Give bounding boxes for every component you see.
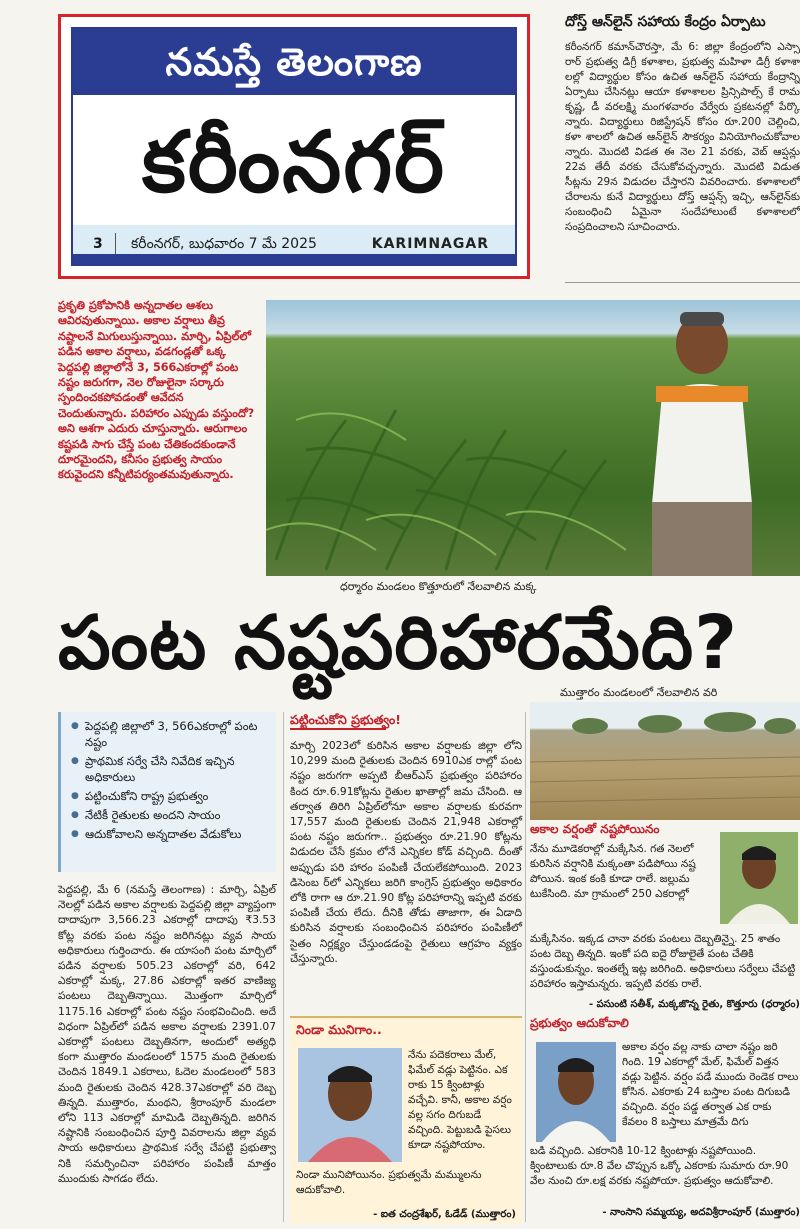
- city-name-english: KARIMNAGAR: [371, 236, 489, 252]
- key-point: ● నేటికీ రైతులకు అందని సాయం: [71, 807, 268, 823]
- paddy-field-photo: [530, 702, 800, 820]
- page-number: 3: [93, 236, 103, 252]
- photo-caption-paddy: ముత్తారం మండలంలో నేలవాలిన వరి: [560, 686, 718, 699]
- farmer-portrait: [298, 1048, 402, 1162]
- divider: [565, 282, 800, 283]
- quote-body: నేను పదెకరాలు మేల్, ఫిమేల్ వడ్లు పెట్టినం. ఎక రాకు 15 క్వింటాళ్లు వచ్చేవి. కానీ, అకాల వర్షం వల్ల సగం దిగుబడే వచ్చింది. పెట్టుబడి పైసలు కూడా నష్టపోయాం.: [408, 1049, 512, 1151]
- farmer-portrait: [720, 832, 798, 924]
- side-news-title: దోస్త్ ఆన్‌లైన్ సహాయ కేంద్రం ఏర్పాటు: [565, 14, 766, 30]
- photo-caption: ధర్మారం మండలం కొత్తూరులో నేలవాలిన మక్క: [340, 580, 537, 593]
- farmer-portrait: [536, 1042, 616, 1142]
- section-heading-text: పట్టించుకోని ప్రభుత్వం!: [290, 712, 401, 727]
- story-intro: ప్రకృతి ప్రకోపానికి అన్నదాతల ఆశలు ఆవిరవుతున్నాయి. అకాల వర్షాలు తీవ్ర నష్టాలనే మిగులుస్తున్నాయి. మార్చి, ఏప్రిల్‌లో పడిన అకాల వర్షాలు, వడగండ్లతో ఒక్క పెద్దపల్లి జిల్లాలోనే 3, 566ఎకరాల్లో పంట నష్టం జరుగగా, నెల రోజులైనా సర్కారు స్పందించకపోవడంతో ఆవేదన చెందుతున్నారు. పరిహారం ఎప్పుడు వస్తుందో? అని ఆశగా ఎదురు చూస్తున్నారు. ఆరుగాలం కష్టపడి సాగు చేస్తే పంట చేతికందకుండానే దూరమైందని, కనీసం ప్రభుత్వ సాయం కరువైందని కన్నీటిపర్యంతమవుతున్నారు.: [58, 299, 255, 482]
- column-divider: [525, 712, 526, 1222]
- heading-underline: [290, 728, 386, 730]
- quote-signature: - పసుంటి సతీశ్, మక్కజొన్న రైతు, కొత్తూరు (ధర్మారం): [589, 999, 800, 1010]
- edition-title: కరీంనగర్: [141, 113, 446, 211]
- newspaper-name-banner: నమస్తే తెలంగాణ: [73, 29, 515, 95]
- main-photo-maize-field: [266, 300, 800, 576]
- quote-body: నేను మూడెకరాల్లో మక్కేసిన. గత నెలలో కురిసిన వర్షానికి మక్కంతా పడిపోయి నష్ట పోయిన. ఇంక కంకి కూడా రాలే. జల్లుమ టుకేసింది. మా గ్రామంలో 250 ఎకరాల్లో: [530, 843, 696, 900]
- portrait-illustration: [536, 1042, 616, 1142]
- quote-body-continued: బడి వచ్చింది. ఎకరానికి 10-12 క్వింటాళ్లు నష్టపోయింది. క్వింటాలుకు రూ.8 వేల చొప్పున ఒక్కో ఎకరాకు సుమారు రూ.90 వేల నుంచి రూ.లక్ష వరకు నష్టపోయా. ప్రభుత్వం ఆదుకోవాలి.: [530, 1145, 789, 1187]
- quote-body-continued: నిండా మునిపోయినం. ప్రభుత్వమే మమ్ములను ఆదుకోవాలి.: [296, 1169, 482, 1196]
- key-point: ● పెద్దపల్లి జిల్లాలో 3, 566ఎకరాల్లో పంట నష్టం: [71, 718, 268, 750]
- portrait-illustration: [720, 832, 798, 924]
- portrait-illustration: [298, 1048, 402, 1162]
- quote-signature: - నాంసాని సమ్మయ్య, అదవిశ్రీరాంపూర్ (ముత్తారం): [602, 1207, 800, 1218]
- paddy-field-illustration: [530, 702, 800, 820]
- quote-heading: అకాల వర్షంతో నష్టపోయినం: [530, 822, 660, 836]
- masthead-bottom-band: [73, 254, 515, 264]
- farmer-quote-box: [530, 1016, 800, 1222]
- main-headline: పంట నష్టపరిహారమేది?: [58, 600, 739, 686]
- key-point: ● ఆదుకోవాలని అన్నదాతల వేడుకోలు: [71, 826, 268, 842]
- quote-body: అకాల వర్షం వల్ల నాకు చాలా నష్టం జరి గింది. 19 ఎకరాల్లో మేల్, ఫిమేల్ విత్తన వడ్లు పెట్టిన. వర్షం పడే ముందు రెండెక రాలు కోసిన. ఎకరాకు 24 బస్తాల పంట దిగుబడి వచ్చింది. వర్షం పడ్డ తర్వాత ఎక రాకు కేవలం 8 బస్తాలు మాత్రమే దిగు: [622, 1041, 799, 1128]
- farmer-quote-box: [530, 822, 800, 1012]
- farmer-quote-box: [290, 1016, 522, 1224]
- section-heading: [290, 712, 520, 731]
- divider: [115, 233, 116, 255]
- story-body-left: పెద్దపల్లి, మే 6 (నమస్తే తెలంగాణ) : మార్చి, ఏప్రిల్ నెలల్లో పడిన అకాల వర్షాలకు పెద్దపల్లి జిల్లా వ్యాప్తంగా దాదాపుగా 3,566.23 ఎకరాల్లో దాదాపు ₹3.53 కోట్ల వరకు పంట నష్టం జరిగినట్లు వ్యవ సాయ అధికారులు గుర్తించారు. ఈ యాసంగి పంట మార్చిలో పడిన వర్షాలకు 505.23 ఎకరాల్లో వరి, 642 ఎకరాల్లో మక్క, 27.86 ఎకరాల్లో ఇతర వాణిజ్య పంటలు దెబ్బతిన్నాయి. మొత్తంగా మార్చిలో 1175.16 ఎకరాల్లో పంట నష్టం సంభవించింది. అదే విధంగా ఏప్రిల్‌లో పడిన అకాల వర్షాలకు 2391.07 ఎకరాల్లో పంటలు దెబ్బతినగా, అందులో అత్యధి కంగా ముత్తారం మండలంలో 1575 మంది రైతులకు చెందిన 1849.1 ఎకరాలు, ఓదెల మండలంలో 583 మంది రైతులకు చెందిన 428.37ఎకరాల్లో వరి దెబ్బ తిన్నది. ముత్తారం, మంథని, శ్రీరాంపూర్ మండలా లోని 113 ఎకరాల్లో మామిడి దెబ్బతిన్నది. జరిగిన నష్టానికి సంబంధించిన పూర్తి వివరాలను జిల్లా వ్యవ సాయ అధికారులు ప్రాథమిక సర్వే చేపట్టి ప్రభుత్వా నికి సమర్పించినా పరిహారం పంపిణీ మాత్తం ముందుకు సాగడం లేదు.: [58, 883, 276, 1185]
- section-body: మార్చి 2023లో కురిసిన అకాల వర్షాలకు జిల్లా లోని 10,299 మంది రైతులకు చెందిన 6910ఎక రాల్లో పంట నష్టం జరుగగా అప్పటి బీఆర్ఎస్ ప్రభుత్వం పరిహారం కింద రూ.6.91కోట్లను రైతుల ఖాతాల్లో జమ చేసింది. ఆ తర్వాత తిరిగి ఏప్రిల్‌లోనూ అకాల వర్షాలకు కురవగా 17,557 మంది రైతులకు చెందిన 21,948 ఎకరాల్లో పంట నష్టం జరుగగా.. ప్రభుత్వం రూ.21.90 కోట్లను విడుదల చేసే క్రమం లోనే ఎన్నికల కోడ్ వచ్చింది. దీంతో అప్పుడు పరి హారం పంపిణీ చేయలేకపోయింది. 2023 డిసెంబ ర్‌లో ఎన్నికలు జరిగి కాంగ్రెస్ ప్రభుత్వం అధికారం లోకి రాగా ఆ రూ.21.90 కోట్ల పరిహారాన్ని ఇప్పటి వరకు పంపిణీ చేయ లేదు. దీనికి తోడు తాజాగా, ఈ ఏడాది కురిసిన వర్షాలకు సంబంధించిన పరిహారం పంపిణీలో సైతం నిర్లక్ష్యం చేస్తుండడంపై రైతులు ఆగ్రహం వ్యక్తం చేస్తున్నారు.: [290, 739, 522, 965]
- quote-heading: నిండా మునిగాం..: [296, 1022, 382, 1037]
- masthead: [58, 14, 530, 279]
- column-divider: [283, 712, 284, 1222]
- farmer-figure: [632, 304, 772, 576]
- key-point: ● ప్రాథమిక సర్వే చేసి నివేదిక ఇచ్చిన అధికారులు: [71, 753, 268, 785]
- key-points-box: [58, 712, 276, 872]
- key-point: ● పట్టించుకోని రాష్ట్ర ప్రభుత్వం: [71, 788, 268, 804]
- quote-heading: ప్రభుత్వం ఆదుకోవాలి: [530, 1016, 629, 1030]
- date-line: కరీంనగర్, బుధవారం 7 మే 2025: [131, 236, 317, 252]
- quote-body-continued: మక్కేసినం. ఇక్కడ చానా వరకు పంటలు దెబ్బతిన్నై. 25 శాతం పంట దెబ్బ తిన్నది. ఇంకో పది ఐదై రోజులైతే పంట చేతికి వస్తుండుకున్నం. ఇంతల్నే ఇట్ల జరిగింది. అధికారులు సర్వేలు చేపట్టి పరిహారం ఇస్తామన్నరు. ఇప్పటి వరకు రాలే.: [530, 933, 796, 990]
- quote-signature: - ఐత చంద్రశేఖర్, ఓడేడ్ (ముత్తారం): [373, 1209, 516, 1220]
- side-news-body: కరీంనగర్ కమాన్‌చౌరస్తా, మే 6: జిల్లా కేంద్రంలోని ఎస్సా రార్ ప్రభుత్వ డిగ్రీ కళాశాల, ప్రభుత్వ మహిళా డిగ్రీ కళాశా లల్లో విద్యార్థుల కోసం ఉచిత ఆన్‌లైన్ సహాయ కేంద్రాన్ని ఏర్పాటు చేసినట్లు ఆయా కళాశాలల ప్రిన్సిపాల్స్ కే రామ కృష్ణ, డీ వరలక్ష్మి మంగళవారం వేర్వేరు ప్రకటనల్లో పేర్కొ న్నారు. విద్యార్థులు రిజిస్ట్రేషన్ కోసం రూ.200 చెల్లించి, కళా శాలలో ఉచిత ఆన్‌లైన్ సౌకర్యం వినియోగించుకోవాల న్నారు. మొదటి విడత ఈ నెల 21 వరకు, వెబ్ ఆప్షన్లు 22వ తేదీ వరకు చేసుకోవచ్చన్నారు. మొదటి విడుత సీట్లను 29న విడుదల చేస్తారని వివరించారు. కళాశాలలో చేరాలను కునే విద్యార్థులు దోస్త్ ఆప్షన్స్ ఇచ్చి, ఆన్‌లైన్‌కు సంబంధించి ఏమైనా సందేహాలుంటే కళాశాలలో సంప్రదించాలని సూచించారు.: [565, 41, 800, 233]
